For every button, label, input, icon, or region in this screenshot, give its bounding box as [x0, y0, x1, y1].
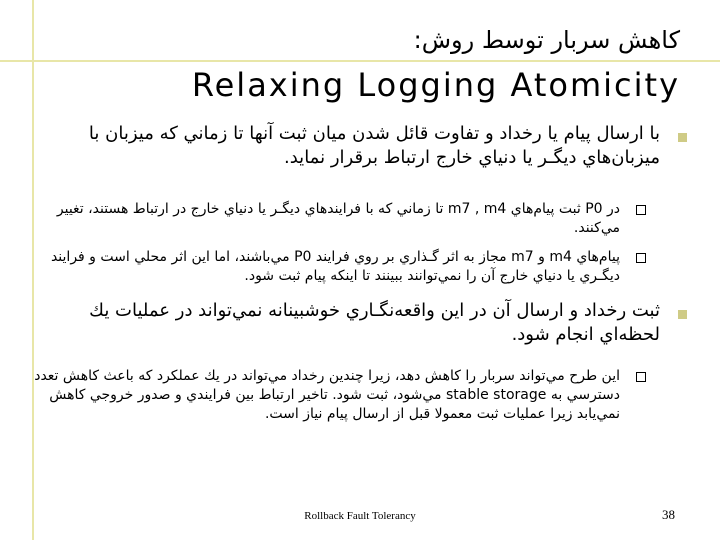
- sub-bullet-square-icon: [636, 372, 646, 382]
- title-divider: [0, 60, 720, 62]
- bullet-1-text: با ارسال پيام يا رخداد و تفاوت قائل شدن ميان ثبت آنها تا زماني كه ميزبان با ميزبان‌هاي ديگـر يا دنياي خارج ارتباط برقرار نمايد.: [88, 123, 660, 168]
- bullet-2-text: ثبت رخداد و ارسال آن در اين واقعه‌نگـاري خوشبينانه نمي‌تواند در عمليات يك لحظه‌اي انجام شود.: [89, 300, 660, 345]
- page-number: 38: [662, 507, 675, 522]
- sub-bullet-1-1-text: در P0 ثبت پيام‌هاي m7 , m4 تا زماني كه با فرايندهاي ديگـر يا دنياي خارج در ارتباط هستند، تغيير مي‌كنند.: [56, 201, 620, 236]
- bullet-square-icon: [678, 310, 687, 319]
- slide-title-persian: كاهش سربار توسط روش:: [413, 26, 680, 54]
- footer-text: Rollback Fault Tolerancy: [304, 510, 416, 522]
- sub-bullet-square-icon: [636, 253, 646, 263]
- sub-bullet-1-2-text: پيام‌هاي m4 و m7 مجاز به اثر گـذاري بر روي فرايند P0 مي‌باشند، اما اين اثر محلي است و فرايند ديگـري يا دنياي خارج آن را نمي‌توانند ببينند تا اينكه پيام ثبت شود.: [50, 249, 620, 284]
- sub-bullet-square-icon: [636, 205, 646, 215]
- bullet-square-icon: [678, 133, 687, 142]
- slide-title-english: Relaxing Logging Atomicity: [191, 66, 680, 104]
- sub-bullet-2-1-text: اين طرح مي‌تواند سربار را كاهش دهد، زيرا چندين رخداد مي‌تواند در يك عملكرد كه باعث كاهش تعدد دسترسي به stable storage مي‌شود، ثبت شود. تاخير ارتباط بين فرايندي و صدور خروجي كاهش نمي‌يابد زيرا عمليات ثبت معمولا قبل از ارسال پيام نياز است.: [34, 368, 620, 422]
